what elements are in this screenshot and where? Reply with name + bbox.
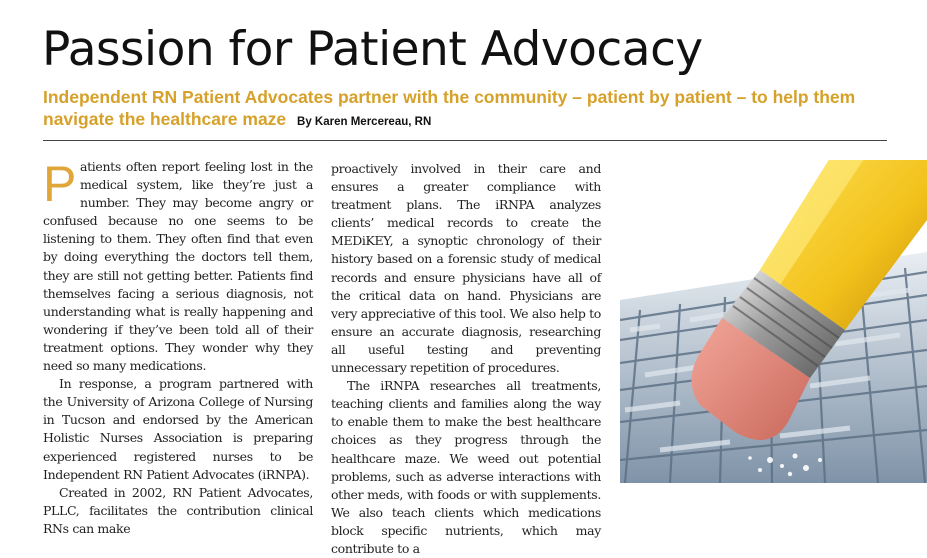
paragraph-4: proactively involved in their care and ensures a greater compliance with treatment plans. The iRNPA analyzes clients’ medical records to create the MEDiKEY, a synoptic chronology of their history based on a forensic study of medical records and ensure physicians have all of the critical data on hand. Physicians are very appreciative of this tool. We also help to ensure an accurate diagnosis, researching all useful testing and preventing unnecessary repetition of procedures.	[331, 161, 601, 376]
paragraph-5: The iRNPA researches all treatments, teaching clients and families along the way to enable them to make the best healthcare choices as they progress through the healthcare maze. We weed out potential problems, such as adverse interactions with other meds, with foods or with supplements. We also teach clients which medications block specific nutrients, which may contribute to a	[331, 378, 601, 556]
paragraph-1: atients often report feeling lost in the medical system, like they’re just a number. They may become angry or confused because no one seems to be listening to them. They often find that even by doing everything the doctors tell them, they are still not getting better. Patients find themselves facing a serious diagnosis, not understanding what is really happening and wondering if they’ve been told all of their treatment options. They wonder why they need so many medications.	[43, 159, 313, 374]
maze-illustration	[620, 160, 927, 483]
drop-cap: P	[43, 156, 76, 212]
paragraph-3: Created in 2002, RN Patient Advocates, PLLC, facilitates the contribution clinical RNs can make	[43, 484, 313, 536]
paragraph-2: In response, a program partnered with the University of Arizona College of Nursing in Tucson and endorsed by the American Holistic Nurses Association is preparing experienced registered nurses to be Independent RN Patient Advocates (iRNPA).	[43, 376, 313, 482]
byline: By Karen Mercereau, RN	[297, 116, 432, 128]
pencil-eraser-maze-photo	[620, 160, 927, 483]
article-title: Passion for Patient Advocacy	[42, 22, 703, 77]
subtitle-text: Independent RN Patient Advocates partner with the community – patient by patient – to help them navigate the healthcare maze	[43, 87, 856, 129]
column-2	[331, 160, 601, 558]
column-1	[43, 158, 313, 538]
header-divider	[43, 140, 887, 141]
article-subtitle	[43, 86, 893, 133]
